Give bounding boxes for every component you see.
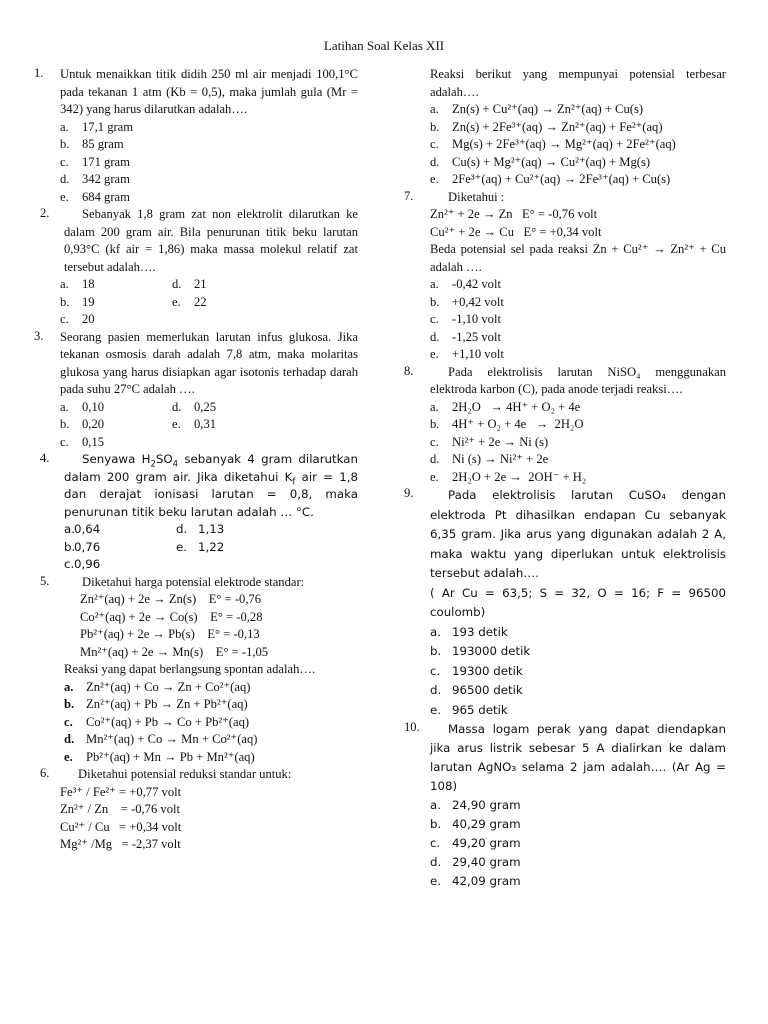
option: b. Zn²⁺(aq) + Pb → Zn + Pb²⁺(aq) bbox=[64, 697, 248, 711]
option: e. 965 detik bbox=[430, 702, 508, 717]
option: e. 2H₂O + 2e → 2OH⁻ + H₂ bbox=[430, 469, 587, 484]
question-5 bbox=[34, 574, 358, 767]
question-8 bbox=[404, 364, 726, 487]
equation: Zn²⁺ + 2e → Zn E° = -0,76 volt bbox=[430, 207, 598, 221]
option-row: a. 0,64 d. 1,13 bbox=[64, 522, 225, 536]
question-stem: Sebanyak 1,8 gram zat non elektrolit dilarutkan ke dalam 200 gram air. Bila penurunan titik beku larutan 0,93°C (kf air = 1,86) maka massa molekul relatif zat tersebut adalah…. bbox=[64, 207, 358, 274]
question-number: 2. bbox=[40, 206, 50, 220]
question-number: 6. bbox=[40, 766, 50, 780]
option-row: c. 0,96 bbox=[64, 557, 101, 571]
equation: Fe³⁺ / Fe²⁺ = +0,77 volt bbox=[60, 784, 182, 799]
option: c. Mg(s) + 2Fe³⁺(aq) → Mg²⁺(aq) + 2Fe²⁺(aq) bbox=[430, 137, 676, 151]
question-6-continued bbox=[404, 66, 726, 189]
option: a. 24,90 gram bbox=[430, 798, 521, 812]
option: d. 29,40 gram bbox=[430, 855, 521, 869]
question-stem: Pada elektrolisis larutan NiSO₄ menggunakan elektroda karbon (C), pada anode terjadi reaksi…. bbox=[430, 364, 726, 396]
option: a. Zn²⁺(aq) + Co → Zn + Co²⁺(aq) bbox=[64, 679, 251, 694]
option: b. 40,29 gram bbox=[430, 817, 521, 831]
question-given: ( Ar Cu = 63,5; S = 32, O = 16; F = 96500 coulomb) bbox=[430, 585, 726, 619]
option-row: c. 0,15 bbox=[60, 434, 105, 449]
question-number: 1. bbox=[34, 66, 44, 80]
option: a. 193 detik bbox=[430, 624, 508, 639]
equation: Pb²⁺(aq) + 2e → Pb(s) E° = -0,13 bbox=[80, 627, 260, 641]
question-9 bbox=[404, 486, 726, 720]
option-row: a. 18 d. 21 bbox=[60, 277, 207, 291]
option-row: b. 19 e. 22 bbox=[60, 294, 207, 309]
question-number: 5. bbox=[40, 573, 50, 588]
question-3 bbox=[34, 329, 358, 452]
question-7 bbox=[404, 189, 726, 364]
question-10 bbox=[404, 720, 726, 891]
option: d. 96500 detik bbox=[430, 683, 523, 697]
question-6 bbox=[34, 766, 358, 854]
option: b. 85 gram bbox=[60, 137, 124, 151]
equation: Mg²⁺ /Mg = -2,37 volt bbox=[60, 837, 181, 851]
option: c. 171 gram bbox=[60, 154, 130, 169]
page-title: Latihan Soal Kelas XII bbox=[323, 38, 445, 53]
option: e. Pb²⁺(aq) + Mn → Pb + Mn²⁺(aq) bbox=[64, 749, 255, 764]
equation: Co²⁺(aq) + 2e → Co(s) E° = -0,28 bbox=[80, 609, 263, 624]
question-4 bbox=[34, 451, 358, 574]
question-stem: Senyawa $H_2SO_4$ sebanyak 4 gram dilarutkan dalam 200 gram air. Jika diketahui $K_f$ air = 1,8 dan derajat ionisasi larutan = 0,8, maka penurunan titik beku larutan adalah … °C. bbox=[64, 452, 358, 519]
option: c. Ni²⁺ + 2e → Ni (s) bbox=[430, 434, 549, 449]
option: c. 19300 detik bbox=[430, 663, 523, 678]
question-stem: Diketahui : bbox=[448, 189, 505, 204]
option: d. Mn²⁺(aq) + Co → Mn + Co²⁺(aq) bbox=[64, 732, 258, 746]
option-row: a. 0,10 d. 0,25 bbox=[60, 399, 217, 414]
question-stem: Seorang pasien memerlukan larutan infus glukosa. Jika tekanan osmosis darah adalah 7,8 atm, maka molaritas glukosa yang harus disiapkan agar isotonis terhadap darah pada suhu 27°C adalah …. bbox=[60, 329, 358, 396]
option: b. Zn(s) + 2Fe³⁺(aq) → Zn²⁺(aq) + Fe²⁺(aq) bbox=[430, 119, 663, 134]
question-number: 8. bbox=[404, 363, 414, 378]
question-stem: Untuk menaikkan titik didih 250 ml air menjadi 100,1°C pada tekanan 1 atm (Kb = 0,5), maka jumlah gula (Mr = 342) yang harus dilarutkan adalah…. bbox=[60, 67, 358, 116]
option: c. 49,20 gram bbox=[430, 836, 521, 850]
option-row: c. 20 bbox=[60, 312, 95, 326]
equation: Zn²⁺(aq) + 2e → Zn(s) E° = -0,76 bbox=[80, 592, 262, 606]
question-1 bbox=[34, 66, 358, 206]
question-stem: Diketahui potensial reduksi standar untuk: bbox=[78, 767, 292, 781]
option: c. Co²⁺(aq) + Pb → Co + Pb²⁺(aq) bbox=[64, 714, 250, 729]
option: e. 684 gram bbox=[60, 189, 130, 204]
option: b. +0,42 volt bbox=[430, 294, 504, 309]
question-number: 7. bbox=[404, 188, 414, 203]
question-number: 4. bbox=[40, 451, 50, 465]
option: c. -1,10 volt bbox=[430, 312, 501, 326]
option: d. 342 gram bbox=[60, 172, 130, 186]
option: e. 42,09 gram bbox=[430, 874, 521, 888]
option: a. Zn(s) + Cu²⁺(aq) → Zn²⁺(aq) + Cu(s) bbox=[430, 102, 644, 116]
question-number: 9. bbox=[404, 486, 414, 500]
question-prompt: Reaksi yang dapat berlangsung spontan adalah…. bbox=[64, 662, 316, 676]
equation: Cu²⁺ + 2e → Cu E° = +0,34 volt bbox=[430, 224, 602, 239]
question-2 bbox=[34, 206, 358, 329]
option: a. -0,42 volt bbox=[430, 277, 501, 291]
question-stem: Diketahui harga potensial elektrode standar: bbox=[82, 574, 305, 589]
option: d. Cu(s) + Mg²⁺(aq) → Cu²⁺(aq) + Mg(s) bbox=[430, 154, 651, 169]
option-row: b. 0,76 e. 1,22 bbox=[64, 539, 225, 554]
option: e. +1,10 volt bbox=[430, 347, 504, 361]
option: b. 193000 detik bbox=[430, 644, 531, 658]
question-stem: Pada elektrolisis larutan CuSO₄ dengan elektroda Pt dihasilkan endapan Cu sebanyak 6,35 gram. Jika arus yang digunakan adalah 2 A, maka waktu yang diperlukan untuk elektrolisis tersebut adalah…. bbox=[430, 488, 726, 580]
option-row: b. 0,20 e. 0,31 bbox=[60, 417, 217, 431]
option: d. -1,25 volt bbox=[430, 329, 501, 344]
left-column bbox=[34, 66, 358, 854]
right-column bbox=[404, 66, 726, 891]
option: a. 17,1 gram bbox=[60, 119, 134, 134]
question-prompt: Beda potensial sel pada reaksi Zn + Cu²⁺ → Zn²⁺ + Cu adalah …. bbox=[430, 242, 726, 274]
equation: Mn²⁺(aq) + 2e → Mn(s) E° = -1,05 bbox=[80, 644, 269, 659]
option: d. Ni (s) → Ni²⁺ + 2e bbox=[430, 452, 549, 466]
question-stem: Massa logam perak yang dapat diendapkan jika arus listrik sebesar 5 A dialirkan ke dalam larutan AgNO₃ selama 2 jam adalah…. (Ar Ag = 108) bbox=[430, 722, 726, 793]
question-prompt: Reaksi berikut yang mempunyai potensial terbesar adalah…. bbox=[430, 67, 726, 99]
equation: Zn²⁺ / Zn = -0,76 volt bbox=[60, 802, 181, 816]
option: e. 2Fe³⁺(aq) + Cu²⁺(aq) → 2Fe³⁺(aq) + Cu(s) bbox=[430, 172, 671, 186]
option: b. 4H⁺ + O₂ + 4e → 2H₂O bbox=[430, 417, 584, 431]
option: a. 2H₂O → 4H⁺ + O₂ + 4e bbox=[430, 399, 581, 414]
question-number: 10. bbox=[404, 720, 420, 734]
question-number: 3. bbox=[34, 328, 44, 343]
equation: Cu²⁺ / Cu = +0,34 volt bbox=[60, 819, 182, 834]
